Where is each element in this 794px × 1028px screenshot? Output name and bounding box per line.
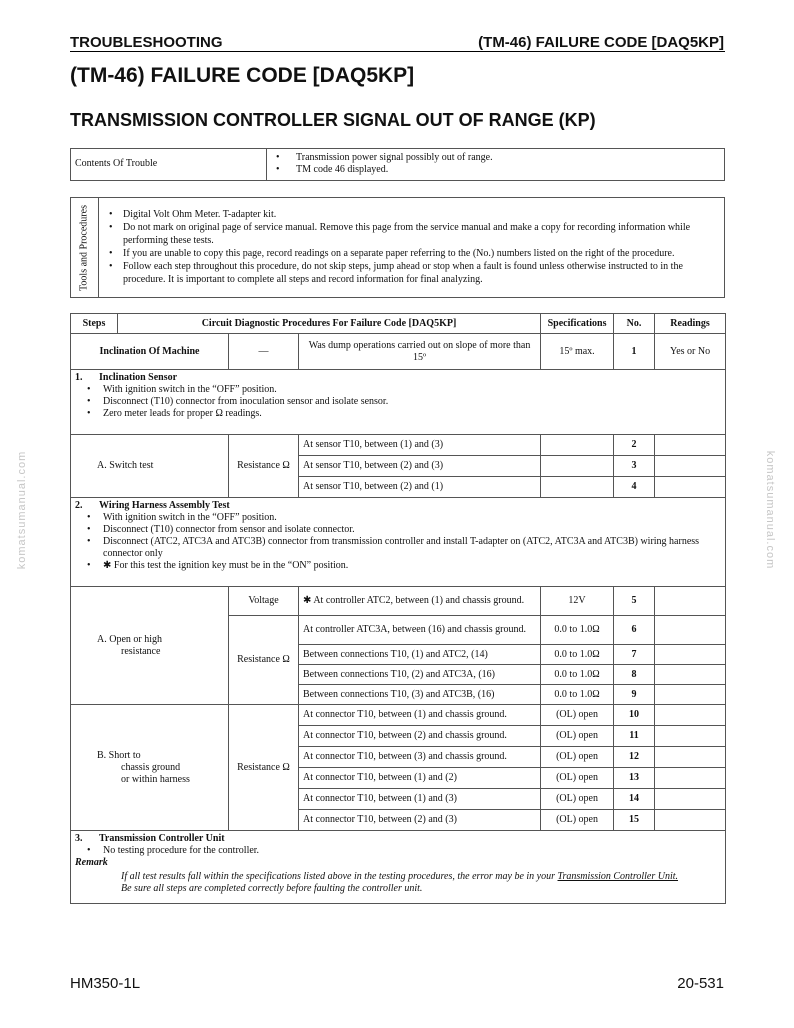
spec-cell: 0.0 to 1.0Ω <box>541 645 614 665</box>
spec-cell <box>541 456 614 477</box>
section-2-cell <box>71 498 726 587</box>
incline-no: 1 <box>614 334 655 370</box>
procedure-cell: At connector T10, between (1) and (3) <box>299 789 541 810</box>
switch-test-type: Resistance Ω <box>229 435 299 498</box>
short-label-line: chassis ground <box>121 761 181 773</box>
section-1-row <box>71 370 726 435</box>
remark-text-line2: Be sure all steps are completed correctly before faulting the controller unit. <box>121 883 423 894</box>
no-cell: 2 <box>614 435 655 456</box>
no-cell: 6 <box>614 616 655 645</box>
contents-item: • TM code 46 displayed. <box>276 164 493 176</box>
contents-divider <box>266 149 267 180</box>
voltage-type: Voltage <box>229 587 299 616</box>
short-type: Resistance Ω <box>229 705 299 831</box>
procedure-cell: At sensor T10, between (2) and (3) <box>299 456 541 477</box>
reading-cell <box>655 435 726 456</box>
table-row <box>71 587 726 616</box>
no-cell: 12 <box>614 747 655 768</box>
page-title: (TM-46) FAILURE CODE [DAQ5KP] <box>70 64 415 87</box>
spec-cell: (OL) open <box>541 747 614 768</box>
header-rule <box>70 51 725 52</box>
procedure-cell: Between connections T10, (3) and ATC3B, (16) <box>299 685 541 705</box>
reading-cell <box>655 789 726 810</box>
contents-of-trouble-box <box>70 148 725 181</box>
open-resistance-type: Resistance Ω <box>229 616 299 705</box>
header-spec: Specifications <box>541 314 614 334</box>
open-resistance-label <box>71 587 229 705</box>
spec-cell: (OL) open <box>541 768 614 789</box>
procedure-cell: At connector T10, between (3) and chassis ground. <box>299 747 541 768</box>
remark-text-pre: If all test results fall within the specifications listed above in the testing procedures, the error may be in your <box>121 871 558 882</box>
table-row <box>71 435 726 456</box>
table-header-row <box>71 314 726 334</box>
section-1-cell <box>71 370 726 435</box>
watermark-right: komatsumanual.com <box>764 450 776 570</box>
no-cell: 15 <box>614 810 655 831</box>
procedure-cell: At connector T10, between (1) and (2) <box>299 768 541 789</box>
procedure-cell: At connector T10, between (2) and chassis ground. <box>299 726 541 747</box>
spec-cell: 0.0 to 1.0Ω <box>541 685 614 705</box>
procedure-cell: At sensor T10, between (1) and (3) <box>299 435 541 456</box>
section-3-num: 3. <box>75 833 83 844</box>
reading-cell <box>655 456 726 477</box>
tools-item: • Do not mark on original page of service manual. Remove this page from the service manual and make a copy for recording information while performing these tests. <box>109 221 718 247</box>
section-2-bullet: • Disconnect (T10) connector from sensor and isolate connector. <box>75 524 721 536</box>
procedure-cell: At controller ATC3A, between (16) and chassis ground. <box>299 616 541 645</box>
reading-cell <box>655 616 726 645</box>
footer-page-number: 20-531 <box>677 975 724 992</box>
spec-cell <box>541 477 614 498</box>
reading-cell <box>655 705 726 726</box>
incline-question: Was dump operations carried out on slope of more than 15º <box>299 334 541 370</box>
page-subtitle: TRANSMISSION CONTROLLER SIGNAL OUT OF RANGE (KP) <box>70 110 596 130</box>
reading-cell <box>655 587 726 616</box>
contents-item: • Transmission power signal possibly out of range. <box>276 152 493 164</box>
no-cell: 7 <box>614 645 655 665</box>
reading-cell <box>655 810 726 831</box>
tools-list <box>109 208 718 286</box>
remark-text <box>75 871 721 883</box>
spec-cell: (OL) open <box>541 810 614 831</box>
section-2-title: Wiring Harness Assembly Test <box>99 500 230 511</box>
procedure-cell: At sensor T10, between (2) and (1) <box>299 477 541 498</box>
contents-label: Contents Of Trouble <box>75 158 158 169</box>
spec-cell: (OL) open <box>541 726 614 747</box>
contents-list <box>276 152 493 176</box>
no-cell: 3 <box>614 456 655 477</box>
reading-cell <box>655 665 726 685</box>
running-header-code: (TM-46) FAILURE CODE [DAQ5KP] <box>478 34 724 51</box>
no-cell: 11 <box>614 726 655 747</box>
spec-cell: (OL) open <box>541 789 614 810</box>
short-label-line: B. Short to <box>97 749 141 761</box>
tools-and-procedures-box <box>70 197 725 298</box>
section-2-row <box>71 498 726 587</box>
spec-cell: (OL) open <box>541 705 614 726</box>
remark-link: Transmission Controller Unit. <box>557 871 679 882</box>
section-3-row <box>71 831 726 904</box>
running-header-section: TROUBLESHOOTING <box>70 34 223 51</box>
open-label-line: A. Open or high <box>97 633 162 645</box>
tools-label: Tools and Procedures <box>78 205 90 291</box>
tools-label-wrap <box>74 205 94 291</box>
incline-spec: 15º max. <box>541 334 614 370</box>
header-no: No. <box>614 314 655 334</box>
section-1-num: 1. <box>75 372 83 383</box>
open-label-line: resistance <box>121 645 161 657</box>
spec-cell: 12V <box>541 587 614 616</box>
spec-cell <box>541 435 614 456</box>
header-steps: Steps <box>71 314 118 334</box>
header-circuit: Circuit Diagnostic Procedures For Failure Code [DAQ5KP] <box>118 314 541 334</box>
procedure-cell: At connector T10, between (1) and chassis ground. <box>299 705 541 726</box>
no-cell: 4 <box>614 477 655 498</box>
reading-cell <box>655 768 726 789</box>
reading-cell <box>655 685 726 705</box>
no-cell: 5 <box>614 587 655 616</box>
tools-divider <box>98 198 99 297</box>
no-cell: 8 <box>614 665 655 685</box>
procedure-cell: ✱ At controller ATC2, between (1) and chassis ground. <box>299 587 541 616</box>
no-cell: 10 <box>614 705 655 726</box>
section-2-num: 2. <box>75 500 83 511</box>
reading-cell <box>655 645 726 665</box>
procedure-cell: At connector T10, between (2) and (3) <box>299 810 541 831</box>
incline-reading: Yes or No <box>655 334 726 370</box>
spec-cell: 0.0 to 1.0Ω <box>541 665 614 685</box>
section-3-cell <box>71 831 726 904</box>
reading-cell <box>655 477 726 498</box>
procedure-cell: Between connections T10, (1) and ATC2, (14) <box>299 645 541 665</box>
footer-model: HM350-1L <box>70 975 141 992</box>
section-1-bullet: • Disconnect (T10) connector from inoculation sensor and isolate sensor. <box>75 396 721 408</box>
section-1-bullet: • With ignition switch in the “OFF” position. <box>75 384 721 396</box>
tools-item: • Follow each step throughout this procedure, do not skip steps, jump ahead or stop when a fault is found unless otherwise instructed to in the procedure. It is important to complete all steps and record information for final analyzing. <box>109 260 718 286</box>
table-row <box>71 705 726 726</box>
reading-cell <box>655 747 726 768</box>
section-1-bullet: • Zero meter leads for proper Ω readings. <box>75 408 721 420</box>
section-2-bullet: • ✱ For this test the ignition key must be in the “ON” position. <box>75 560 721 572</box>
watermark-left: komatsumanual.com <box>16 450 28 570</box>
no-cell: 9 <box>614 685 655 705</box>
header-readings: Readings <box>655 314 726 334</box>
spec-cell: 0.0 to 1.0Ω <box>541 616 614 645</box>
no-cell: 13 <box>614 768 655 789</box>
table-row <box>71 334 726 370</box>
reading-cell <box>655 726 726 747</box>
diagnostic-table <box>70 313 726 904</box>
section-2-bullet: • Disconnect (ATC2, ATC3A and ATC3B) connector from transmission controller and install T-adapter on (ATC2, ATC3A and ATC3B) wiring harness connector only <box>75 536 721 560</box>
remark-label: Remark <box>75 857 108 868</box>
section-1-title: Inclination Sensor <box>99 372 178 383</box>
short-label-line: or within harness <box>121 773 190 785</box>
short-label <box>71 705 229 831</box>
tools-item: • If you are unable to copy this page, record readings on a separate paper referring to the (No.) numbers listed on the right of the procedure. <box>109 247 718 260</box>
incline-label: Inclination Of Machine <box>71 334 229 370</box>
incline-dash: — <box>229 334 299 370</box>
procedure-cell: Between connections T10, (2) and ATC3A, (16) <box>299 665 541 685</box>
section-2-bullet: • With ignition switch in the “OFF” position. <box>75 512 721 524</box>
tools-item: • Digital Volt Ohm Meter. T-adapter kit. <box>109 208 718 221</box>
no-cell: 14 <box>614 789 655 810</box>
section-3-bullet: • No testing procedure for the controller. <box>75 845 721 857</box>
switch-test-label: A. Switch test <box>71 435 229 498</box>
section-3-title: Transmission Controller Unit <box>99 833 225 844</box>
